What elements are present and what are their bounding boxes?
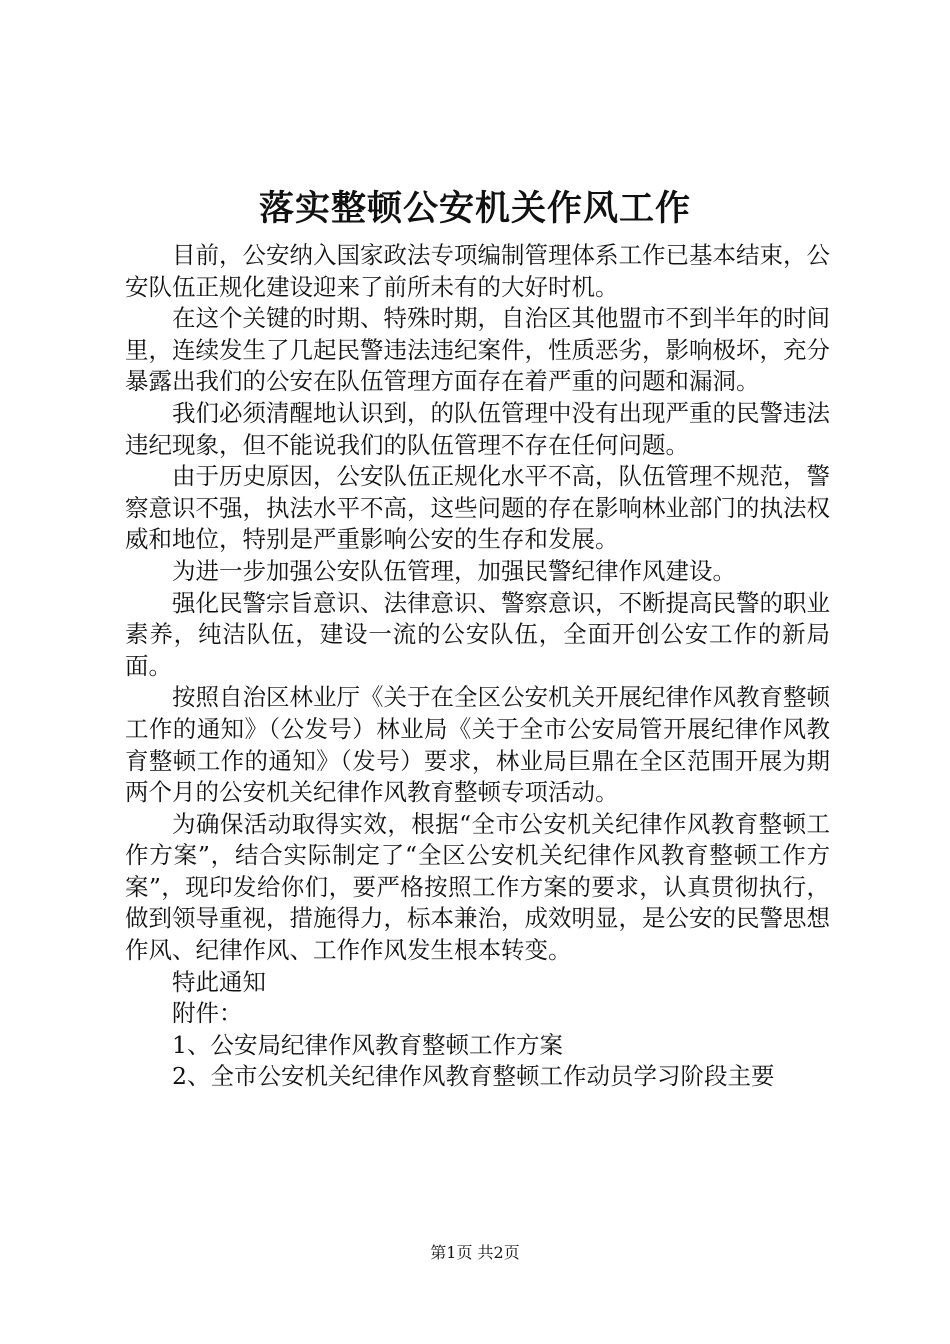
paragraph: 目前，公安纳入国家政法专项编制管理体系工作已基本结束，公安队伍正规化建设迎来了前所未有的大好时机。	[125, 241, 830, 301]
paragraph: 按照自治区林业厅《关于在全区公安机关开展纪律作风教育整顿工作的通知》（公发号）林业局《关于全市公安局管开展纪律作风教育整顿工作的通知》（发号）要求，林业局巨鼎在全区范围开展为期两个月的公安机关纪律作风教育整顿专项活动。	[125, 683, 830, 807]
document-body	[125, 240, 830, 1093]
page-footer: 第1页 共2页	[430, 1243, 520, 1262]
attachment-item: 2、全市公安机关纪律作风教育整顿工作动员学习阶段主要	[172, 1062, 775, 1091]
paragraph: 为进一步加强公安队伍管理，加强民警纪律作风建设。	[172, 556, 736, 585]
paragraph: 我们必须清醒地认识到，的队伍管理中没有出现严重的民警违法违纪现象，但不能说我们的队伍管理不存在任何问题。	[125, 398, 830, 459]
attachments-heading: 附件：	[172, 999, 243, 1028]
document-title: 落实整顿公安机关作风工作	[258, 188, 691, 229]
attachment-item: 1、公安局纪律作风教育整顿工作方案	[172, 1030, 563, 1059]
notice-closing: 特此通知	[172, 967, 266, 996]
paragraph: 在这个关键的时期、特殊时期，自治区其他盟市不到半年的时间里，连续发生了几起民警违法违纪案件，性质恶劣，影响极坏，充分暴露出我们的公安在队伍管理方面存在着严重的问题和漏洞。	[125, 304, 830, 396]
paragraph: 为确保活动取得实效，根据“全市公安机关纪律作风教育整顿工作方案”，结合实际制定了“全区公安机关纪律作风教育整顿工作方案”，现印发给你们，要严格按照工作方案的要求，认真贯彻执行，做到领导重视，措施得力，标本兼治，成效明显，是公安的民警思想作风、纪律作风、工作作风发生根本转变。	[125, 809, 830, 965]
paragraph: 强化民警宗旨意识、法律意识、警察意识，不断提高民警的职业素养，纯洁队伍，建设一流的公安队伍，全面开创公安工作的新局面。	[125, 588, 830, 680]
paragraph: 由于历史原因，公安队伍正规化水平不高，队伍管理不规范，警察意识不强，执法水平不高，这些问题的存在影响林业部门的执法权威和地位，特别是严重影响公安的生存和发展。	[125, 462, 830, 554]
